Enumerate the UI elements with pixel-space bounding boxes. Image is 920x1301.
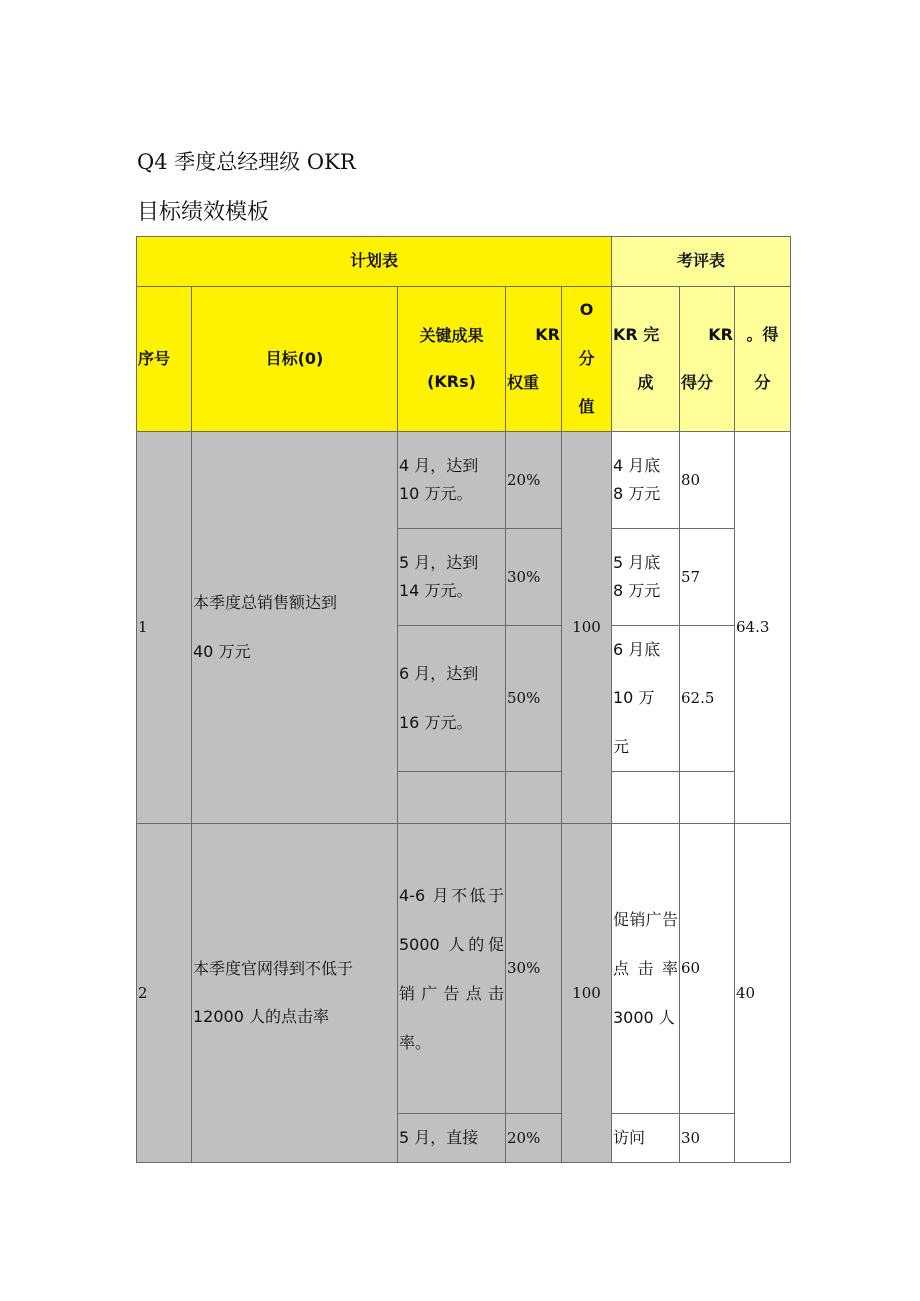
document-title: Q4 季度总经理级 OKR bbox=[137, 150, 356, 174]
table-row bbox=[137, 824, 791, 1114]
document-subtitle: 目标绩效模板 bbox=[137, 200, 270, 225]
kr-score: 80 bbox=[680, 432, 735, 529]
col-header-no: 序号 bbox=[137, 287, 192, 432]
review-header: 考评表 bbox=[612, 237, 791, 287]
kr-cell: 4-6 月不低于 5000 人的促销广告点击率。 bbox=[398, 824, 506, 1114]
col-header-total: 。得 分 bbox=[735, 287, 791, 432]
kr-cell-empty bbox=[398, 772, 506, 824]
col-header-completion: KR 完 成 bbox=[612, 287, 680, 432]
kr-weight: 20% bbox=[506, 1114, 562, 1163]
kr-cell: 6 月，达到 16 万元。 bbox=[398, 626, 506, 772]
row-number: 2 bbox=[137, 824, 192, 1163]
kr-weight: 50% bbox=[506, 626, 562, 772]
column-header-row bbox=[137, 287, 791, 432]
objective-cell: 本季度官网得到不低于 12000 人的点击率 bbox=[192, 824, 398, 1163]
o-score: 100 bbox=[562, 432, 612, 824]
kr-score-empty bbox=[680, 772, 735, 824]
total-score: 40 bbox=[735, 824, 791, 1163]
kr-weight-empty bbox=[506, 772, 562, 824]
kr-score: 60 bbox=[680, 824, 735, 1114]
col-header-objective: 目标(0) bbox=[192, 287, 398, 432]
kr-completion: 6 月底 10 万 元 bbox=[612, 626, 680, 772]
kr-completion: 促销广告点击率 3000 人 bbox=[612, 824, 680, 1114]
col-header-kr-score: KR 得分 bbox=[680, 287, 735, 432]
kr-weight: 20% bbox=[506, 432, 562, 529]
kr-completion-empty bbox=[612, 772, 680, 824]
o-score: 100 bbox=[562, 824, 612, 1163]
plan-header: 计划表 bbox=[137, 237, 612, 287]
col-header-o-score: O 分 值 bbox=[562, 287, 612, 432]
kr-score: 30 bbox=[680, 1114, 735, 1163]
kr-completion: 访问 bbox=[612, 1114, 680, 1163]
col-header-kr: 关键成果 (KRs) bbox=[398, 287, 506, 432]
table-header-row bbox=[137, 237, 791, 287]
kr-weight: 30% bbox=[506, 824, 562, 1114]
table-row bbox=[137, 432, 791, 529]
kr-cell: 5 月，直接 bbox=[398, 1114, 506, 1163]
kr-weight: 30% bbox=[506, 529, 562, 626]
col-header-weight: KR 权重 bbox=[506, 287, 562, 432]
kr-cell: 5 月，达到 14 万元。 bbox=[398, 529, 506, 626]
kr-completion: 5 月底 8 万元 bbox=[612, 529, 680, 626]
kr-cell: 4 月，达到 10 万元。 bbox=[398, 432, 506, 529]
kr-completion: 4 月底 8 万元 bbox=[612, 432, 680, 529]
okr-table bbox=[136, 236, 791, 1163]
kr-score: 62.5 bbox=[680, 626, 735, 772]
row-number: 1 bbox=[137, 432, 192, 824]
total-score: 64.3 bbox=[735, 432, 791, 824]
kr-score: 57 bbox=[680, 529, 735, 626]
objective-cell: 本季度总销售额达到 40 万元 bbox=[192, 432, 398, 824]
